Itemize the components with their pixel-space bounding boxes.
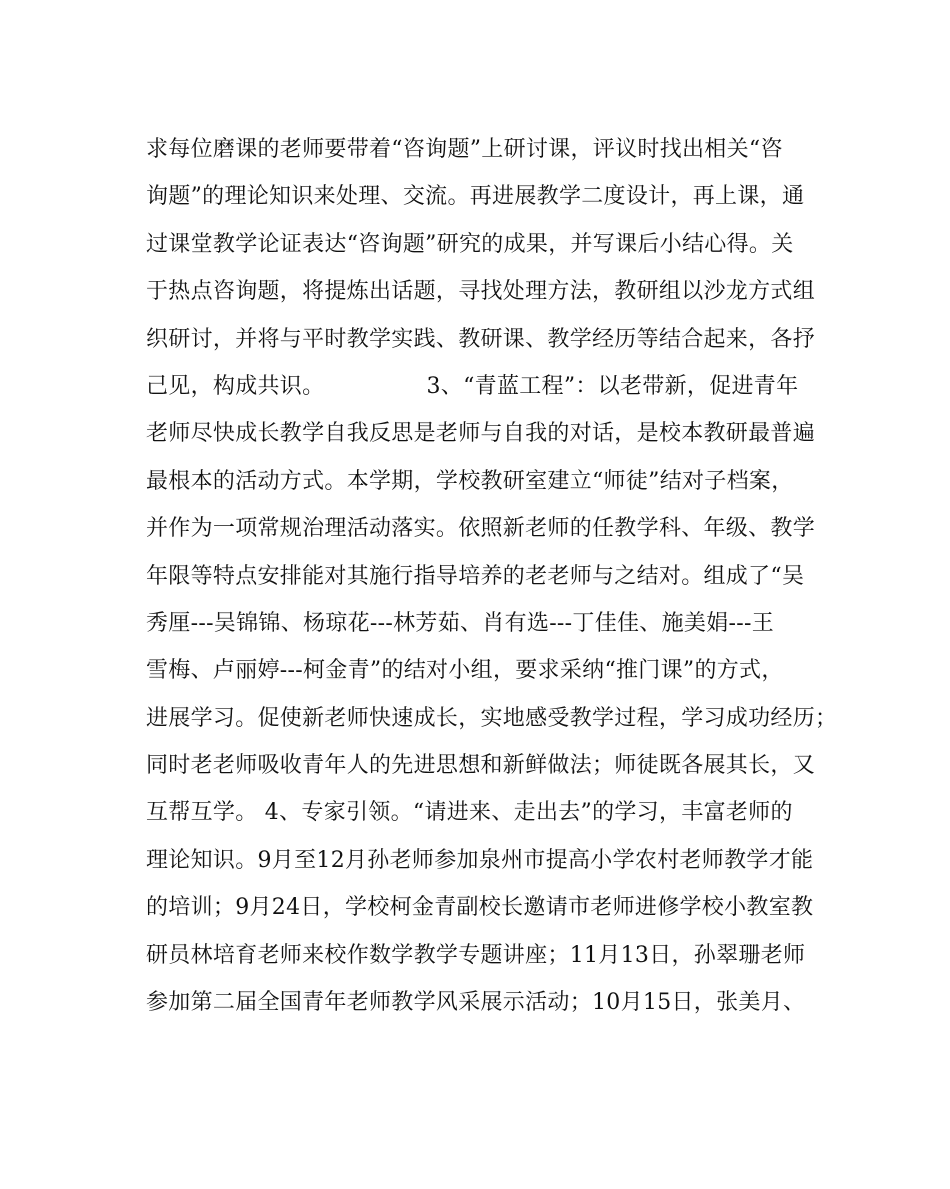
text-line: 于热点咨询题，将提炼出话题，寻找处理方法，教研组以沙龙方式组 [146,279,816,305]
text-line: 进展学习。促使新老师快速成长，实地感受教学过程，学习成功经历； [146,705,838,731]
text-line: 参加第二届全国青年老师教学风采展示活动；10月15日，张美月、 [146,990,806,1016]
text-line: 并作为一项常规治理活动落实。依照新老师的任教学科、年级、教学 [146,516,816,542]
text-line: 求每位磨课的老师要带着“咨询题”上研讨课，评议时找出相关“咨 [146,137,783,162]
text-line: 的培训；9月24日，学校柯金青副校长邀请市老师进修学校小教室教 [146,895,814,921]
body-text [146,126,838,1026]
text-line: 互帮互学。 4、专家引领。“请进来、走出去”的学习，丰富老师的 [146,800,793,826]
text-line: 秀厘---吴锦锦、杨琼花---林芳茹、肖有选---丁佳佳、施美娟---王 [146,610,775,636]
text-line: 研员林培育老师来校作数学教学专题讲座；11月13日，孙翠珊老师 [146,942,806,968]
text-line: 过课堂教学论证表达“咨询题”研究的成果，并写课后小结心得。关 [146,231,794,257]
text-line: 己见，构成共识。 3、“青蓝工程”：以老带新，促进青年 [146,373,799,399]
text-line: 年限等特点安排能对其施行指导培养的老老师与之结对。组成了“吴 [146,563,805,589]
text-line: 理论知识。9月至12月孙老师参加泉州市提高小学农村老师教学才能 [146,847,814,873]
text-line: 织研讨，并将与平时教学实践、教研课、教学经历等结合起来，各抒 [146,326,816,352]
text-line: 询题”的理论知识来处理、交流。再进展教学二度设计，再上课，通 [146,184,805,210]
text-line: 老师尽快成长教学自我反思是老师与自我的对话，是校本教研最普遍 [146,421,816,447]
text-line: 雪梅、卢丽婷---柯金青”的结对小组，要求采纳“推门课”的方式， [146,658,784,684]
text-line: 最根本的活动方式。本学期，学校教研室建立“师徒”结对子档案， [146,468,794,494]
text-line: 同时老老师吸收青年人的先进思想和新鲜做法；师徒既各展其长，又 [146,753,816,779]
